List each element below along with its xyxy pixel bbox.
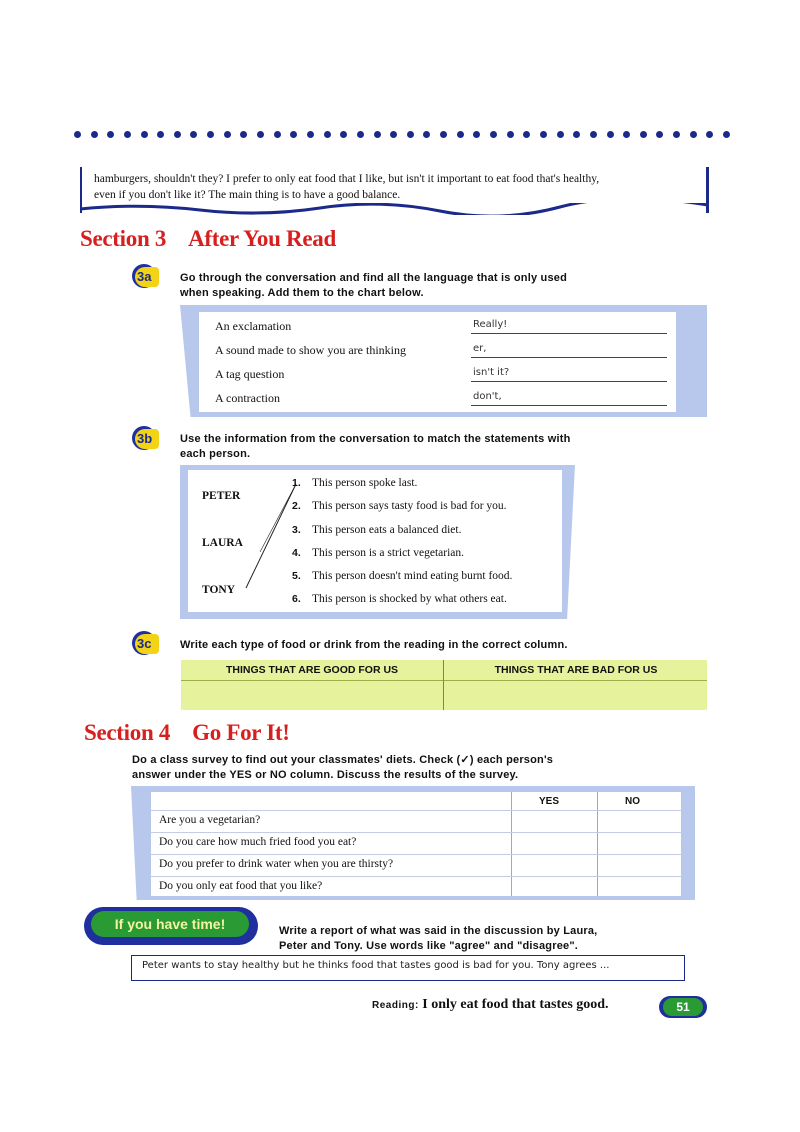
- person-laura[interactable]: LAURA: [202, 537, 243, 549]
- chart-row: A tag question isn't it?: [215, 364, 665, 386]
- if-you-have-time-badge: If you have time!: [84, 907, 258, 945]
- instruction-3c: Write each type of food or drink from the reading in the correct column.: [180, 639, 568, 651]
- footer-label: Reading:: [372, 1000, 419, 1011]
- statement-6[interactable]: 6. This person is shocked by what others eat.: [292, 593, 507, 605]
- example-answer-box[interactable]: [131, 955, 685, 981]
- instruction-section4: Do a class survey to find out your classmates' diets. Check (✓) each person's answer under the YES or NO column. Discuss the results of the survey.: [132, 754, 554, 781]
- badge-3c: 3c: [132, 631, 156, 655]
- chart-row: An exclamation Really!: [215, 316, 665, 338]
- food-columns-table: [181, 660, 707, 710]
- section4-title: Go For It!: [192, 720, 290, 745]
- survey-question-2: Do you care how much fried food you eat?: [159, 836, 357, 848]
- excerpt-text: [94, 171, 706, 203]
- excerpt-line-1: hamburgers, shouldn't they? I prefer to only eat food that I like, but isn't it important to eat food that's healthy,: [94, 173, 600, 185]
- match-box-3b: [188, 470, 562, 612]
- dotted-rule: [74, 131, 730, 145]
- footer-title: I only eat food that tastes good.: [422, 997, 609, 1012]
- reading-excerpt: [80, 167, 709, 213]
- column-good-header: THINGS THAT ARE GOOD FOR US: [225, 664, 399, 676]
- answer-field[interactable]: isn't it?: [471, 367, 667, 382]
- excerpt-line-2: even if you don't like it? The main thing is to have a good balance.: [94, 189, 401, 201]
- wavy-border: [80, 203, 708, 215]
- column-divider: [443, 660, 444, 710]
- statement-1[interactable]: 1. This person spoke last.: [292, 477, 418, 489]
- statement-2[interactable]: 2. This person says tasty food is bad for you.: [292, 500, 507, 512]
- survey-question-4: Do you only eat food that you like?: [159, 880, 323, 892]
- section3-label: Section 3: [80, 226, 167, 251]
- instruction-3b: Use the information from the conversation to match the statements with each person.: [180, 433, 571, 460]
- statement-5[interactable]: 5. This person doesn't mind eating burnt food.: [292, 570, 513, 582]
- page-number-badge: [659, 996, 707, 1018]
- page-footer: [372, 997, 609, 1013]
- statement-4[interactable]: 4. This person is a strict vegetarian.: [292, 547, 465, 559]
- survey-question-1: Are you a vegetarian?: [159, 814, 261, 826]
- section4-heading: [84, 720, 290, 746]
- match-lines: [188, 470, 562, 612]
- yes-checkbox-column[interactable]: [512, 811, 597, 896]
- column-bad-header: THINGS THAT ARE BAD FOR US: [494, 664, 658, 676]
- instruction-3a: Go through the conversation and find all the language that is only used when speaking. Add them to the chart below.: [180, 272, 568, 299]
- instruction-report: Write a report of what was said in the discussion by Laura, Peter and Tony. Use words like "agree" and "disagree".: [279, 925, 598, 952]
- answer-field[interactable]: don't,: [471, 391, 667, 406]
- no-checkbox-column[interactable]: [598, 811, 681, 896]
- page-number: 51: [663, 998, 703, 1016]
- statement-3[interactable]: 3. This person eats a balanced diet.: [292, 524, 462, 536]
- survey-question-3: Do you prefer to drink water when you are thirsty?: [159, 858, 394, 870]
- chart-3a: [199, 312, 676, 412]
- badge-3b: 3b: [132, 426, 156, 450]
- column-bad-entry[interactable]: [445, 680, 707, 710]
- column-good-entry[interactable]: [181, 680, 443, 710]
- section3-title: After You Read: [188, 226, 336, 251]
- chart-row: A sound made to show you are thinking er,: [215, 340, 665, 362]
- chart-row: A contraction don't,: [215, 388, 665, 410]
- answer-field[interactable]: Really!: [471, 319, 667, 334]
- survey-table: [151, 792, 681, 896]
- section3-heading: [80, 226, 336, 252]
- answer-field[interactable]: er,: [471, 343, 667, 358]
- column-yes: YES: [539, 796, 560, 807]
- example-answer-text: Peter wants to stay healthy but he thinks food that tastes good is bad for you. Tony agrees ...: [142, 960, 610, 971]
- badge-3a: 3a: [132, 264, 156, 288]
- column-no: NO: [625, 796, 640, 807]
- person-peter[interactable]: PETER: [202, 490, 241, 502]
- person-tony[interactable]: TONY: [202, 584, 236, 596]
- section4-label: Section 4: [84, 720, 171, 745]
